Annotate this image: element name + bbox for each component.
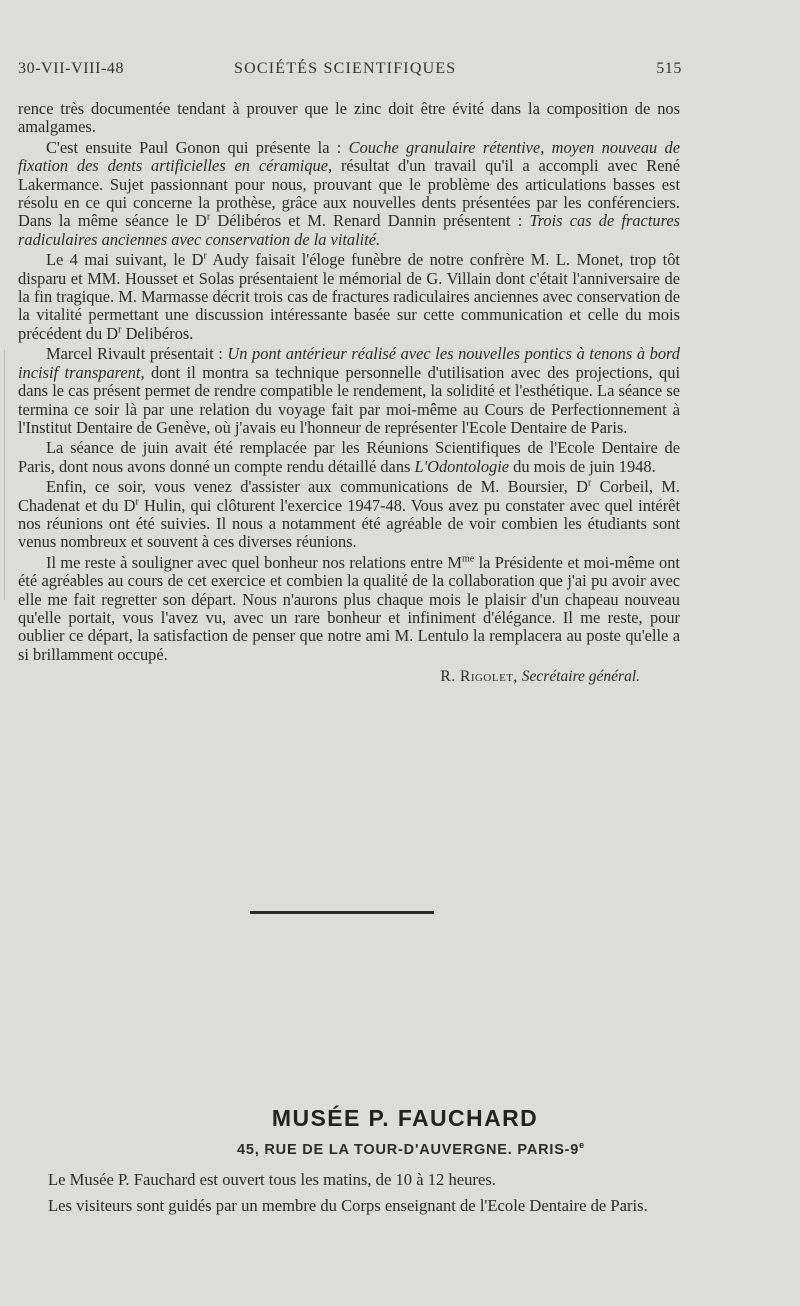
text-run: Il me reste à souligner avec quel bonheur nos relations entre M xyxy=(46,552,462,572)
signature xyxy=(18,668,680,686)
text-run: Hulin, qui clôturent l'exercice 1947-48. Vous avez pu constater avec quel intérêt nos réunions ont été suivies. Il nous a notamment été agréable de voir combien les étudiants sont venus nombreux et souvent à ces diverses réunions. xyxy=(18,495,680,552)
italic-text: Couche granulaire rétentive, moyen nouveau de fixation des dents artificielles en céramique xyxy=(18,137,680,176)
text-run: Corbeil, M. Chadenat et du D xyxy=(18,477,680,515)
paragraph-list xyxy=(18,100,680,664)
signature-name: R. Rigolet, xyxy=(440,668,518,686)
running-title: SOCIÉTÉS SCIENTIFIQUES xyxy=(234,60,457,77)
superscript: r xyxy=(118,324,122,336)
text-run: Marcel Rivault présentait : xyxy=(46,344,228,364)
paragraph xyxy=(18,554,680,664)
italic-text: Un pont antérieur réalisé avec les nouvelles pontics à tenons à bord incisif transparent xyxy=(18,344,680,382)
musee-address: 45, RUE DE LA TOUR-D'AUVERGNE. PARIS-9e xyxy=(237,1140,585,1158)
musee-title: MUSÉE P. FAUCHARD xyxy=(271,1105,539,1131)
musee-paragraph: Le Musée P. Fauchard est ouvert tous les matins, de 10 à 12 heures. xyxy=(48,1170,496,1189)
binding-shadow xyxy=(4,350,5,600)
running-header xyxy=(18,60,682,84)
superscript: me xyxy=(461,553,475,565)
text-run: du mois de juin 1948. xyxy=(509,456,656,476)
paragraph xyxy=(18,478,680,552)
signature-title: Secrétaire général. xyxy=(521,668,640,686)
text-run: Délibéros et M. Renard Dannin présentent : xyxy=(210,211,530,231)
musee-notice-heading xyxy=(0,1105,800,1158)
text-run: C'est ensuite Paul Gonon qui présente la : xyxy=(46,137,349,157)
superscript: r xyxy=(587,477,592,489)
text-run: rence très documentée tendant à prouver que le zinc doit être évité dans la composition de nos amalgames. xyxy=(18,99,680,137)
superscript: r xyxy=(203,250,207,262)
musee-notice-body xyxy=(18,1168,686,1218)
header-date: 30-VII-VIII-48 xyxy=(18,60,125,77)
text-run: La séance de juin avait été remplacée par les Réunions Scientifiques de l'Ecole Dentaire de Paris, dont nous avons donné un compte rendu détaillé dans xyxy=(18,438,680,476)
superscript: e xyxy=(579,1140,585,1150)
paragraph xyxy=(18,251,680,343)
paragraph xyxy=(18,439,680,476)
text-run: , dont il montra sa technique personnelle d'utilisation avec des projections, qui dans le cas présent permet de rendre compatible le rendement, la solidité et l'esthétique. La séance se termina ce soir là par une relation du voyage fait par moi-même au Cours de Perfectionnement à l'Institut Dentaire de Genève, où j'avais eu l'honneur de représenter l'Ecole Dentaire de Paris. xyxy=(18,362,680,437)
page-number: 515 xyxy=(656,60,682,77)
text-run: , résultat d'un travail qu'il a accompli avec René Lakermance. Sujet passionnant pour nous, prouvant que le problème des articulations basses est résolu en ce qui concerne la prothèse, grâce aux nouvelles dents présentées par les conférenciers. Dans la même séance le D xyxy=(18,156,680,231)
text-run: Audy faisait l'éloge funèbre de notre confrère M. L. Monet, trop tôt disparu et MM. Housset et Solas présentaient le mémorial de G. Villain dont c'était l'anniversaire de la fin tragique. M. Marmasse décrit trois cas de fractures radiculaires anciennes avec conservation de la vitalité permettant une discussion intéressante basée sur cette communication et celle du mois précédent du D xyxy=(18,250,680,343)
paragraph xyxy=(18,345,680,437)
text-run: la Présidente et moi-même ont été agréables au cours de cet exercice et combien la qualité de la collaboration que j'ai pu avoir avec elle me fait regretter son départ. Nous n'aurons plus chaque mois le plaisir d'un chapeau nouveau qu'elle portait, vous l'avez vu, avec un rare bonheur et infiniment d'élégance. Il me reste, pour oublier ce départ, la satisfaction de penser que notre ami M. Lentulo la remplacera au poste qu'elle a si brillamment occupé. xyxy=(18,552,680,664)
italic-text: L'Odontologie xyxy=(414,456,510,476)
paragraph xyxy=(18,139,680,249)
paragraph xyxy=(18,100,680,137)
section-divider xyxy=(250,911,434,914)
text-run: Le 4 mai suivant, le D xyxy=(46,250,204,270)
superscript: r xyxy=(206,211,211,223)
italic-text: Trois cas de fractures radiculaires anciennes avec conservation de la vitalité. xyxy=(18,211,681,249)
superscript: r xyxy=(135,496,139,508)
article-body xyxy=(18,100,680,687)
musee-paragraph: Les visiteurs sont guidés par un membre du Corps enseignant de l'Ecole Dentaire de Paris. xyxy=(48,1196,648,1215)
text-run: Enfin, ce soir, vous venez d'assister aux communications de M. Boursier, D xyxy=(46,477,588,497)
text-run: Delibéros. xyxy=(121,323,194,343)
